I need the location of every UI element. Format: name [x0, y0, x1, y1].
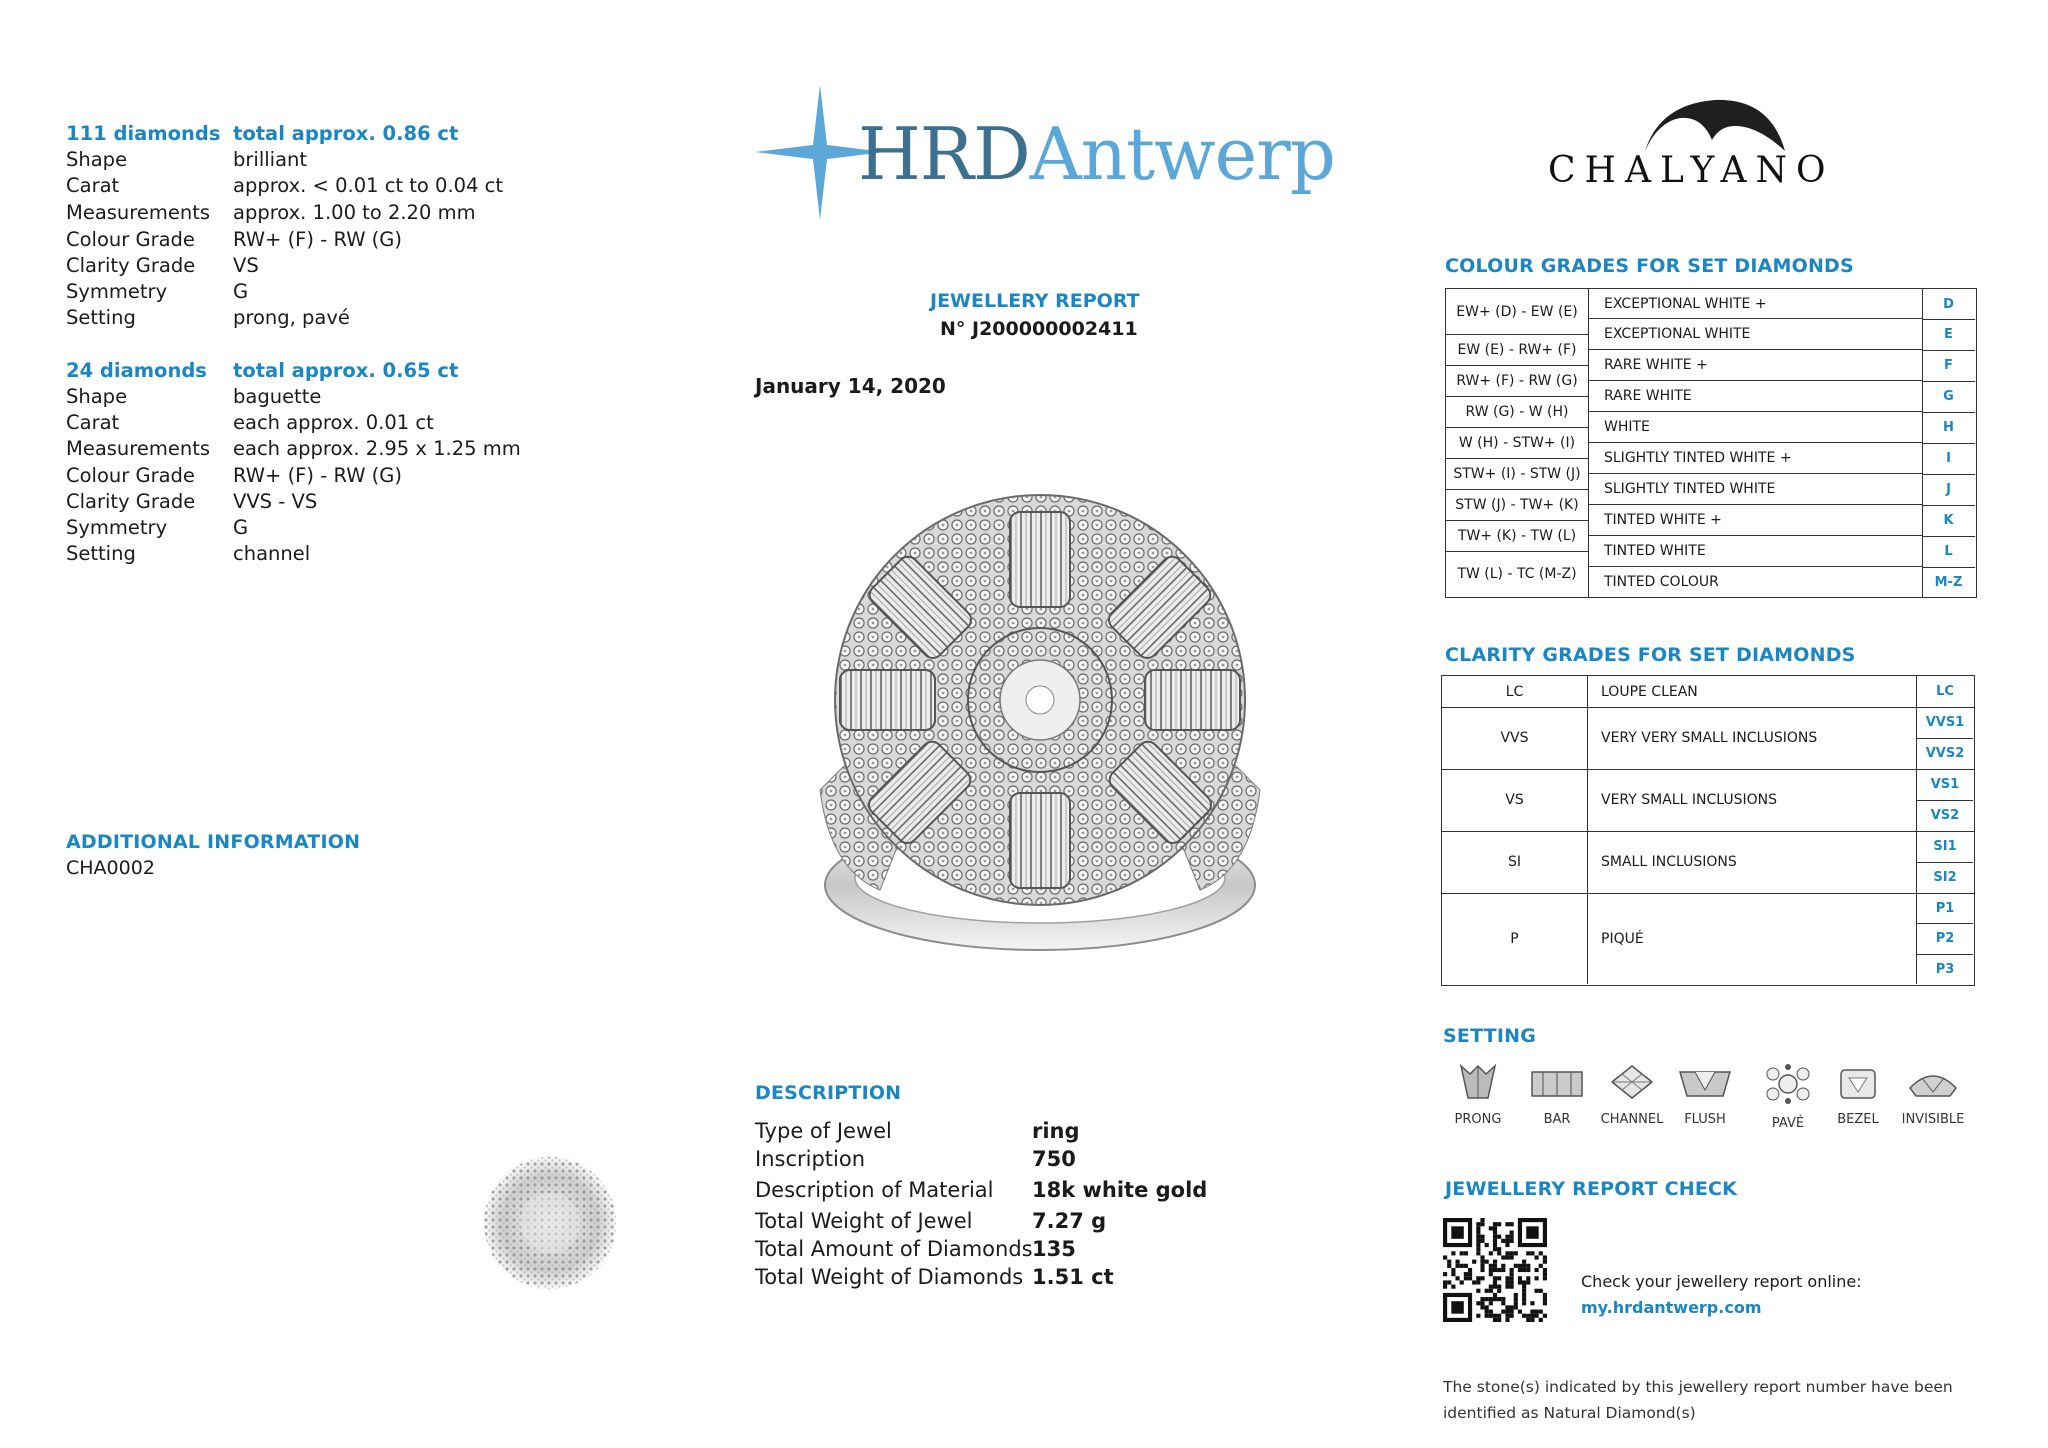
ring-photo	[810, 490, 1270, 960]
group1-row: Shape brilliant	[66, 148, 308, 171]
additional-info-value: CHA0002	[66, 857, 155, 879]
group2-row: Measurements each approx. 2.95 x 1.25 mm	[66, 437, 521, 460]
chalyano-emblem-icon	[1640, 96, 1790, 156]
group2-row: Carat each approx. 0.01 ct	[66, 411, 434, 434]
group1-row: Setting prong, pavé	[66, 306, 350, 329]
colour-code: H	[1922, 412, 1975, 444]
colour-mid-cell: EXCEPTIONAL WHITE	[1588, 319, 1922, 350]
setting-bar: BAR	[1517, 1062, 1597, 1127]
diamond-top-view-image	[470, 1148, 630, 1298]
group1-row: Measurements approx. 1.00 to 2.20 mm	[66, 201, 476, 224]
setting-invisible: INVISIBLE	[1893, 1062, 1973, 1127]
clarity-row: P PIQUÉ P1 P2 P3	[1442, 893, 1974, 984]
setting-prong: PRONG	[1438, 1062, 1518, 1127]
clarity-row: LC LOUPE CLEAN LC	[1442, 676, 1974, 708]
group1-row: Clarity Grade VS	[66, 254, 259, 277]
colour-code: K	[1922, 505, 1975, 537]
colour-left-cell: STW (J) - TW+ (K)	[1446, 489, 1588, 521]
group2-row: Colour Grade RW+ (F) - RW (G)	[66, 464, 403, 487]
description-row: Total Amount of Diamonds135	[755, 1237, 1076, 1261]
report-number: N° J200000002411	[940, 318, 1138, 340]
description-row: Total Weight of Jewel 7.27 g	[755, 1209, 1107, 1233]
group2-row: Shape baguette	[66, 385, 322, 408]
prong-setting-icon	[1453, 1062, 1503, 1102]
colour-code: G	[1922, 381, 1975, 413]
report-check-title: JEWELLERY REPORT CHECK	[1445, 1178, 1738, 1200]
colour-left-cell: RW (G) - W (H)	[1446, 396, 1588, 428]
colour-mid-cell: RARE WHITE	[1588, 381, 1922, 412]
group2-total: total approx. 0.65 ct	[233, 359, 459, 382]
pave-setting-icon	[1760, 1062, 1816, 1106]
colour-left-cell: EW+ (D) - EW (E)	[1446, 289, 1588, 335]
report-check-text: Check your jewellery report online:	[1581, 1272, 1862, 1291]
description-row: Inscription 750	[755, 1147, 1076, 1171]
colour-code: M-Z	[1934, 574, 1963, 590]
colour-grades-title: COLOUR GRADES FOR SET DIAMONDS	[1445, 255, 1854, 277]
bar-setting-icon	[1529, 1062, 1585, 1102]
colour-code: F	[1922, 350, 1975, 382]
colour-code: D	[1922, 289, 1975, 320]
footer-line-1: The stone(s) indicated by this jewellery report number have been	[1443, 1378, 1953, 1396]
flush-setting-icon	[1677, 1062, 1733, 1102]
description-row: Total Weight of Diamonds 1.51 ct	[755, 1265, 1114, 1289]
colour-code: E	[1922, 319, 1975, 351]
colour-left-cell: STW+ (I) - STW (J)	[1446, 458, 1588, 490]
channel-setting-icon	[1607, 1062, 1657, 1102]
colour-mid-cell: TINTED WHITE	[1588, 536, 1922, 567]
clarity-row: VVS VERY VERY SMALL INCLUSIONS VVS1 VVS2	[1442, 707, 1974, 770]
group2-row: Clarity Grade VVS - VS	[66, 490, 318, 513]
colour-mid-cell: WHITE	[1588, 412, 1922, 443]
group1-total: total approx. 0.86 ct	[233, 122, 459, 145]
group2-row: Symmetry G	[66, 516, 249, 539]
group1-row: Symmetry G	[66, 280, 249, 303]
colour-left-cell: W (H) - STW+ (I)	[1446, 427, 1588, 459]
report-title: JEWELLERY REPORT	[930, 290, 1140, 312]
chalyano-wordmark: CHALYANO	[1548, 150, 1835, 191]
group2-heading: 24 diamonds	[66, 359, 207, 382]
setting-pave: PAVÉ	[1748, 1062, 1828, 1131]
colour-mid-cell: EXCEPTIONAL WHITE +	[1588, 289, 1922, 319]
description-title: DESCRIPTION	[755, 1082, 902, 1104]
report-check-link[interactable]: my.hrdantwerp.com	[1581, 1298, 1762, 1317]
colour-left-cell: EW (E) - RW+ (F)	[1446, 334, 1588, 366]
colour-mid-cell: SLIGHTLY TINTED WHITE	[1588, 474, 1922, 505]
colour-code: I	[1922, 443, 1975, 475]
clarity-row: SI SMALL INCLUSIONS SI1 SI2	[1442, 831, 1974, 894]
logo-hrd-text: HRD	[858, 112, 1030, 196]
group1-row: Carat approx. < 0.01 ct to 0.04 ct	[66, 174, 504, 197]
colour-grades-table	[1445, 288, 1977, 598]
colour-mid-cell: SLIGHTLY TINTED WHITE +	[1588, 443, 1922, 474]
colour-mid-cell: TINTED COLOUR	[1604, 574, 1719, 590]
colour-code: L	[1922, 536, 1975, 568]
setting-channel: CHANNEL	[1592, 1062, 1672, 1127]
colour-left-cell: TW+ (K) - TW (L)	[1446, 520, 1588, 552]
description-row: Type of Jewel ring	[755, 1119, 1080, 1143]
colour-left-cell: RW+ (F) - RW (G)	[1446, 365, 1588, 397]
setting-flush: FLUSH	[1665, 1062, 1745, 1127]
clarity-grades-title: CLARITY GRADES FOR SET DIAMONDS	[1445, 644, 1856, 666]
additional-info-title: ADDITIONAL INFORMATION	[66, 831, 361, 853]
group1-heading: 111 diamonds	[66, 122, 221, 145]
invisible-setting-icon	[1905, 1062, 1961, 1102]
colour-mid-cell: RARE WHITE +	[1588, 350, 1922, 381]
colour-mid-cell: TINTED WHITE +	[1588, 505, 1922, 536]
report-date: January 14, 2020	[755, 374, 946, 398]
qr-code-icon[interactable]	[1443, 1218, 1547, 1322]
description-row: Description of Material 18k white gold	[755, 1178, 1208, 1202]
setting-bezel: BEZEL	[1818, 1062, 1898, 1127]
clarity-row: VS VERY SMALL INCLUSIONS VS1 VS2	[1442, 769, 1974, 832]
logo-antwerp-text: Antwerp	[1029, 112, 1335, 196]
group2-row: Setting channel	[66, 542, 311, 565]
colour-code: J	[1922, 474, 1975, 506]
clarity-grades-table	[1441, 675, 1975, 986]
bezel-setting-icon	[1833, 1062, 1883, 1102]
colour-left-cell: TW (L) - TC (M-Z)	[1457, 566, 1577, 582]
setting-title: SETTING	[1443, 1025, 1536, 1047]
group1-row: Colour Grade RW+ (F) - RW (G)	[66, 228, 403, 251]
footer-line-2: identified as Natural Diamond(s)	[1443, 1404, 1696, 1422]
